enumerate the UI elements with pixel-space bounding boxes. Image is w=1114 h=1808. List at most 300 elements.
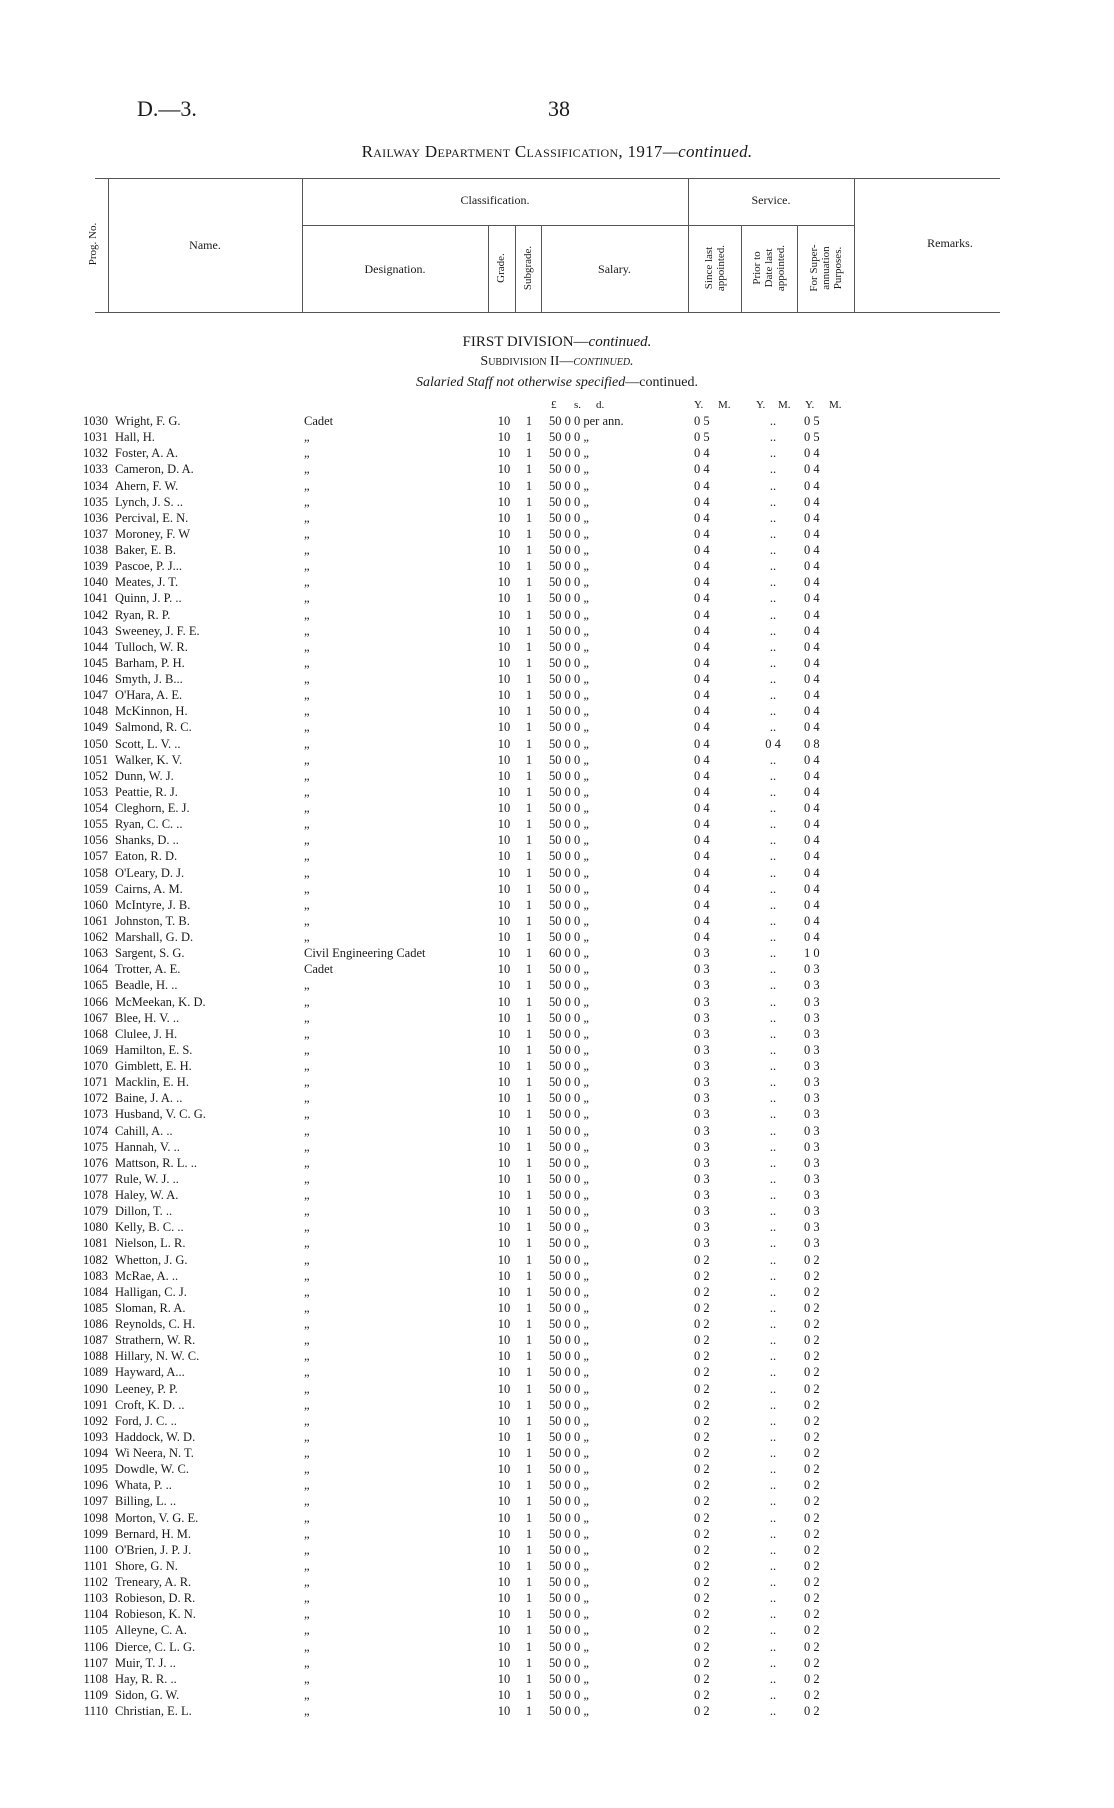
name-cell: Wi Neera, N. T. [115, 1446, 194, 1460]
grade-cell: 10 [497, 930, 511, 944]
prog-no-cell: 1049 [83, 720, 108, 735]
prior-to-cell: .. [769, 688, 777, 703]
designation-cell: „ [304, 768, 310, 783]
prog-no-cell: 1094 [83, 1446, 108, 1460]
subgrade-cell: 1 [525, 1655, 533, 1670]
designation-cell: „ [304, 736, 310, 751]
division-cont: continued. [588, 334, 652, 350]
salary-cell: 50 0 0 „ [549, 1655, 589, 1670]
table-row [0, 1203, 1114, 1219]
subgrade-cell: 1 [525, 913, 533, 928]
superannuation-cell: 0 2 [804, 1429, 820, 1444]
table-row [0, 1123, 1114, 1139]
subgrade-cell: 1 [525, 1139, 533, 1154]
grade-cell: 10 [497, 414, 511, 428]
since-last-cell: 0 3 [694, 978, 710, 993]
prior-to-cell: .. [769, 784, 777, 799]
since-last-cell: 0 3 [694, 1026, 710, 1041]
col-divider [797, 225, 798, 312]
subdivision-label: Subdivision II— [480, 354, 574, 369]
superannuation-cell: 0 2 [804, 1478, 820, 1493]
superannuation-cell: 0 4 [804, 865, 820, 880]
since-last-cell: 0 2 [694, 1284, 710, 1299]
since-last-cell: 0 4 [694, 559, 710, 574]
salary-cell: 50 0 0 „ [549, 962, 589, 977]
superannuation-cell: 0 2 [804, 1413, 820, 1428]
table-row [0, 558, 1114, 574]
page-title [0, 142, 1114, 162]
name-cell: Sidon, G. W. [115, 1687, 180, 1702]
table-row [0, 1026, 1114, 1042]
prior-to-cell: .. [769, 1123, 777, 1138]
designation-cell: „ [304, 591, 310, 606]
grade-cell: 10 [497, 688, 511, 703]
subgrade-cell: 1 [525, 1623, 533, 1638]
salary-cell: 50 0 0 „ [549, 1413, 589, 1428]
superannuation-cell: 0 4 [804, 720, 820, 735]
designation-cell: „ [304, 1623, 310, 1638]
name-cell: Shore, G. N. [115, 1558, 178, 1573]
prog-no-cell: 1081 [83, 1236, 108, 1251]
table-row [0, 1139, 1114, 1155]
table-row [0, 526, 1114, 542]
prior-to-cell: .. [769, 559, 777, 574]
grade-cell: 10 [497, 1591, 511, 1606]
since-last-cell: 0 2 [694, 1446, 710, 1460]
designation-cell: „ [304, 704, 310, 719]
since-last-cell: 0 4 [694, 639, 710, 654]
salary-cell: 50 0 0 „ [549, 1526, 589, 1541]
salary-cell: 50 0 0 „ [549, 1542, 589, 1557]
designation-cell: „ [304, 1397, 310, 1412]
name-cell: Halligan, C. J. [115, 1284, 187, 1299]
prog-no-cell: 1045 [83, 655, 108, 670]
subgrade-cell: 1 [525, 446, 533, 461]
prog-no-cell: 1106 [83, 1639, 108, 1654]
name-cell: Pascoe, P. J... [115, 559, 183, 574]
prog-no-cell: 1063 [83, 946, 108, 961]
since-last-cell: 0 2 [694, 1317, 710, 1331]
name-cell: Ford, J. C. .. [115, 1413, 177, 1428]
table-row [0, 1332, 1114, 1348]
name-cell: Hillary, N. W. C. [115, 1349, 200, 1364]
name-cell: Rule, W. J. .. [115, 1171, 179, 1186]
subgrade-cell: 1 [525, 784, 533, 799]
table-row [0, 1397, 1114, 1413]
subgrade-cell: 1 [525, 526, 533, 541]
salary-cell: 50 0 0 „ [549, 1575, 589, 1589]
superannuation-cell: 0 4 [804, 543, 820, 557]
subgrade-cell: 1 [525, 1252, 533, 1267]
grade-cell: 10 [497, 1623, 511, 1638]
prog-no-cell: 1107 [83, 1655, 108, 1670]
table-row [0, 1010, 1114, 1026]
prog-no-cell: 1065 [83, 978, 108, 993]
designation-cell: „ [304, 1526, 310, 1541]
designation-cell: „ [304, 1091, 310, 1106]
prog-no-cell: 1035 [83, 494, 108, 509]
designation-cell: „ [304, 978, 310, 993]
prog-no-cell: 1090 [83, 1381, 108, 1396]
header-designation: Designation. [364, 262, 426, 276]
prog-no-cell: 1037 [83, 526, 108, 541]
grade-cell: 10 [497, 1639, 511, 1654]
designation-cell: „ [304, 897, 310, 912]
table-row [0, 1558, 1114, 1574]
name-cell: Treneary, A. R. [115, 1575, 192, 1589]
name-cell: Baine, J. A. .. [115, 1091, 183, 1106]
subgrade-cell: 1 [525, 1542, 533, 1557]
grade-cell: 10 [497, 1171, 511, 1186]
designation-cell: „ [304, 462, 310, 477]
grade-cell: 10 [497, 1236, 511, 1251]
designation-cell: „ [304, 1510, 310, 1525]
table-row [0, 1542, 1114, 1558]
header-subgrade: Subgrade. [522, 245, 534, 291]
subgrade-cell: 1 [525, 607, 533, 622]
designation-cell: „ [304, 510, 310, 525]
designation-cell: „ [304, 1365, 310, 1380]
prog-no-cell: 1053 [83, 784, 108, 799]
table-row [0, 413, 1114, 429]
division-heading [0, 334, 1114, 351]
table-row [0, 574, 1114, 590]
salary-cell: 50 0 0 „ [549, 897, 589, 912]
grade-cell: 10 [497, 478, 511, 493]
prog-no-cell: 1074 [83, 1123, 108, 1138]
salary-cell: 50 0 0 „ [549, 543, 589, 557]
prior-to-cell: .. [769, 1317, 777, 1331]
grade-cell: 10 [497, 1042, 511, 1057]
subgrade-cell: 1 [525, 1107, 533, 1122]
prog-no-cell: 1034 [83, 478, 108, 493]
prog-no-cell: 1031 [83, 430, 108, 445]
grade-cell: 10 [497, 1413, 511, 1428]
salary-cell: 50 0 0 „ [549, 1059, 589, 1073]
table-row [0, 1671, 1114, 1687]
grade-cell: 10 [497, 736, 511, 751]
salary-cell: 50 0 0 „ [549, 752, 589, 767]
grade-cell: 10 [497, 849, 511, 864]
designation-cell: „ [304, 1300, 310, 1315]
since-last-cell: 0 2 [694, 1687, 710, 1702]
table-row [0, 961, 1114, 977]
superannuation-cell: 0 4 [804, 672, 820, 686]
salary-cell: 50 0 0 „ [549, 1365, 589, 1380]
subgrade-cell: 1 [525, 736, 533, 751]
salary-cell: 50 0 0 „ [549, 623, 589, 638]
name-cell: Bernard, H. M. [115, 1526, 192, 1541]
table-row [0, 1171, 1114, 1187]
salary-cell: 50 0 0 „ [549, 1671, 589, 1686]
name-cell: Shanks, D. .. [115, 833, 179, 848]
salary-cell: 50 0 0 „ [549, 607, 589, 622]
salary-cell: 50 0 0 „ [549, 994, 589, 1009]
prior-to-cell: .. [769, 1591, 777, 1606]
salary-cell: 50 0 0 „ [549, 526, 589, 541]
name-cell: Eaton, R. D. [115, 849, 178, 864]
subgrade-cell: 1 [525, 897, 533, 912]
prior-to-cell: .. [769, 1558, 777, 1573]
subgrade-cell: 1 [525, 1687, 533, 1702]
name-cell: Tulloch, W. R. [115, 639, 188, 654]
superannuation-cell: 0 2 [804, 1252, 820, 1267]
salary-cell: 50 0 0 „ [549, 1155, 589, 1170]
prior-to-cell: .. [769, 1381, 777, 1396]
superannuation-cell: 0 2 [804, 1639, 820, 1654]
salary-cell: 50 0 0 „ [549, 978, 589, 993]
superannuation-cell: 0 4 [804, 930, 820, 944]
prior-to-cell: .. [769, 623, 777, 638]
grade-cell: 10 [497, 1462, 511, 1477]
name-cell: Husband, V. C. G. [115, 1107, 206, 1122]
since-last-cell: 0 3 [694, 1236, 710, 1251]
table-row [0, 687, 1114, 703]
unit-years: Y. [694, 399, 704, 411]
name-cell: Gimblett, E. H. [115, 1059, 192, 1073]
designation-cell: „ [304, 559, 310, 574]
prog-no-cell: 1051 [83, 752, 108, 767]
superannuation-cell: 0 8 [804, 736, 820, 751]
name-cell: Dowdle, W. C. [115, 1462, 189, 1477]
name-cell: Quinn, J. P. .. [115, 591, 182, 606]
subgrade-cell: 1 [525, 1123, 533, 1138]
since-last-cell: 0 3 [694, 946, 710, 961]
name-cell: Cahill, A. .. [115, 1123, 173, 1138]
unit-months: M. [718, 399, 731, 411]
salary-cell: 50 0 0 „ [549, 591, 589, 606]
superannuation-cell: 0 2 [804, 1655, 820, 1670]
superannuation-cell: 0 4 [804, 510, 820, 525]
superannuation-cell: 0 4 [804, 881, 820, 896]
designation-cell: „ [304, 1607, 310, 1622]
salary-cell: 50 0 0 „ [549, 1494, 589, 1509]
name-cell: Percival, E. N. [115, 510, 189, 525]
prog-no-cell: 1087 [83, 1333, 108, 1348]
prior-to-cell: .. [769, 655, 777, 670]
subgrade-cell: 1 [525, 1091, 533, 1106]
superannuation-cell: 0 2 [804, 1333, 820, 1348]
subgrade-cell: 1 [525, 1349, 533, 1364]
salary-cell: 50 0 0 „ [549, 1204, 589, 1219]
table-row [0, 671, 1114, 687]
name-cell: Whata, P. .. [115, 1478, 172, 1493]
prior-to-cell: .. [769, 1446, 777, 1460]
superannuation-cell: 0 2 [804, 1494, 820, 1509]
since-last-cell: 0 4 [694, 913, 710, 928]
prog-no-cell: 1067 [83, 1010, 108, 1025]
subgrade-cell: 1 [525, 720, 533, 735]
prog-no-cell: 1075 [83, 1139, 108, 1154]
subgrade-cell: 1 [525, 1171, 533, 1186]
superannuation-cell: 0 2 [804, 1284, 820, 1299]
superannuation-cell: 0 2 [804, 1365, 820, 1380]
grade-cell: 10 [497, 591, 511, 606]
since-last-cell: 0 3 [694, 1010, 710, 1025]
subgrade-cell: 1 [525, 1462, 533, 1477]
salary-cell: 50 0 0 „ [549, 1220, 589, 1235]
grade-cell: 10 [497, 1526, 511, 1541]
name-cell: Haley, W. A. [115, 1188, 179, 1202]
name-cell: Kelly, B. C. .. [115, 1220, 184, 1235]
designation-cell: „ [304, 1381, 310, 1396]
prog-no-cell: 1103 [83, 1591, 108, 1606]
since-last-cell: 0 4 [694, 704, 710, 719]
table-row [0, 639, 1114, 655]
since-last-cell: 0 2 [694, 1510, 710, 1525]
designation-cell: „ [304, 1171, 310, 1186]
since-last-cell: 0 2 [694, 1655, 710, 1670]
salary-cell: 50 0 0 „ [549, 559, 589, 574]
superannuation-cell: 0 3 [804, 1236, 820, 1251]
prior-to-cell: .. [769, 478, 777, 493]
grade-cell: 10 [497, 1139, 511, 1154]
salary-cell: 50 0 0 „ [549, 1107, 589, 1122]
prog-no-cell: 1030 [83, 414, 108, 428]
designation-cell: „ [304, 801, 310, 815]
grade-cell: 10 [497, 1107, 511, 1122]
subgrade-cell: 1 [525, 1010, 533, 1025]
designation-cell: „ [304, 784, 310, 799]
superannuation-cell: 0 2 [804, 1575, 820, 1589]
table-row [0, 445, 1114, 461]
table-row [0, 1445, 1114, 1461]
superannuation-cell: 0 4 [804, 768, 820, 783]
since-last-cell: 0 4 [694, 768, 710, 783]
name-cell: Wright, F. G. [115, 414, 181, 428]
salary-cell: 50 0 0 „ [549, 1704, 589, 1718]
prior-to-cell: .. [769, 1687, 777, 1702]
unit-months: M. [829, 399, 842, 411]
table-row [0, 977, 1114, 993]
since-last-cell: 0 2 [694, 1542, 710, 1557]
designation-cell: „ [304, 446, 310, 461]
table-row [0, 1461, 1114, 1477]
grade-cell: 10 [497, 1446, 511, 1460]
prior-to-cell: .. [769, 720, 777, 735]
subgrade-cell: 1 [525, 1268, 533, 1283]
prog-no-cell: 1060 [83, 897, 108, 912]
subgrade-cell: 1 [525, 704, 533, 719]
prior-to-cell: .. [769, 639, 777, 654]
subgrade-cell: 1 [525, 1494, 533, 1509]
table-row [0, 913, 1114, 929]
subgrade-cell: 1 [525, 430, 533, 445]
grade-cell: 10 [497, 1123, 511, 1138]
prog-no-cell: 1047 [83, 688, 108, 703]
staff-heading [0, 375, 1114, 391]
salary-cell: 50 0 0 „ [549, 1349, 589, 1364]
grade-cell: 10 [497, 494, 511, 509]
name-cell: Baker, E. B. [115, 543, 176, 557]
table-row [0, 1074, 1114, 1090]
name-cell: McMeekan, K. D. [115, 994, 206, 1009]
superannuation-cell: 0 4 [804, 897, 820, 912]
prior-to-cell: .. [769, 494, 777, 509]
table-row [0, 1042, 1114, 1058]
superannuation-cell: 0 3 [804, 978, 820, 993]
prior-to-cell: .. [769, 1462, 777, 1477]
designation-cell: „ [304, 1204, 310, 1219]
name-cell: Robieson, D. R. [115, 1591, 196, 1606]
prior-to-cell: .. [769, 1365, 777, 1380]
since-last-cell: 0 2 [694, 1558, 710, 1573]
col-divider [741, 225, 742, 312]
subgrade-cell: 1 [525, 1333, 533, 1348]
salary-cell: 50 0 0 „ [549, 1462, 589, 1477]
prior-to-cell: .. [769, 1349, 777, 1364]
prog-no-cell: 1043 [83, 623, 108, 638]
prog-no-cell: 1066 [83, 994, 108, 1009]
table-row [0, 478, 1114, 494]
name-cell: Muir, T. J. .. [115, 1655, 176, 1670]
prog-no-cell: 1048 [83, 704, 108, 719]
header-superannuation: For Super- annuation Purposes. [808, 244, 844, 292]
table-row [0, 1284, 1114, 1300]
table-row [0, 1574, 1114, 1590]
prior-to-cell: .. [769, 1333, 777, 1348]
prior-to-cell: .. [769, 1026, 777, 1041]
header-name: Name. [189, 238, 221, 252]
title-main: Railway Department Classification, 1917 [361, 142, 663, 161]
subgrade-cell: 1 [525, 1381, 533, 1396]
prior-to-cell: .. [769, 1639, 777, 1654]
superannuation-cell: 0 2 [804, 1623, 820, 1638]
superannuation-cell: 0 2 [804, 1558, 820, 1573]
subgrade-cell: 1 [525, 1236, 533, 1251]
salary-cell: 50 0 0 „ [549, 704, 589, 719]
superannuation-cell: 0 2 [804, 1397, 820, 1412]
prog-no-cell: 1073 [83, 1107, 108, 1122]
superannuation-cell: 0 4 [804, 704, 820, 719]
designation-cell: „ [304, 543, 310, 557]
since-last-cell: 0 4 [694, 720, 710, 735]
since-last-cell: 0 2 [694, 1623, 710, 1638]
prog-no-cell: 1104 [83, 1607, 108, 1622]
designation-cell: „ [304, 1542, 310, 1557]
table-row [0, 832, 1114, 848]
prog-no-cell: 1109 [83, 1687, 108, 1702]
prior-to-cell: .. [769, 801, 777, 815]
name-cell: Hall, H. [115, 430, 155, 445]
prior-to-cell: .. [769, 1300, 777, 1315]
header-prog-no: Prog. No. [87, 222, 99, 266]
designation-cell: Cadet [304, 962, 334, 977]
prior-to-cell: .. [769, 946, 777, 961]
prog-no-cell: 1050 [83, 736, 108, 751]
since-last-cell: 0 2 [694, 1607, 710, 1622]
since-last-cell: 0 3 [694, 994, 710, 1009]
grade-cell: 10 [497, 1252, 511, 1267]
superannuation-cell: 0 2 [804, 1446, 820, 1460]
name-cell: Morton, V. G. E. [115, 1510, 199, 1525]
header-classification: Classification. [460, 193, 530, 207]
subgrade-cell: 1 [525, 1478, 533, 1493]
prior-to-cell: .. [769, 1607, 777, 1622]
grade-cell: 10 [497, 462, 511, 477]
grade-cell: 10 [497, 1349, 511, 1364]
prior-to-cell: .. [769, 1623, 777, 1638]
subgrade-cell: 1 [525, 1510, 533, 1525]
since-last-cell: 0 2 [694, 1526, 710, 1541]
table-row [0, 1187, 1114, 1203]
superannuation-cell: 0 4 [804, 639, 820, 654]
subgrade-cell: 1 [525, 1042, 533, 1057]
grade-cell: 10 [497, 655, 511, 670]
designation-cell: „ [304, 1042, 310, 1057]
designation-cell: „ [304, 1462, 310, 1477]
grade-cell: 10 [497, 1300, 511, 1315]
